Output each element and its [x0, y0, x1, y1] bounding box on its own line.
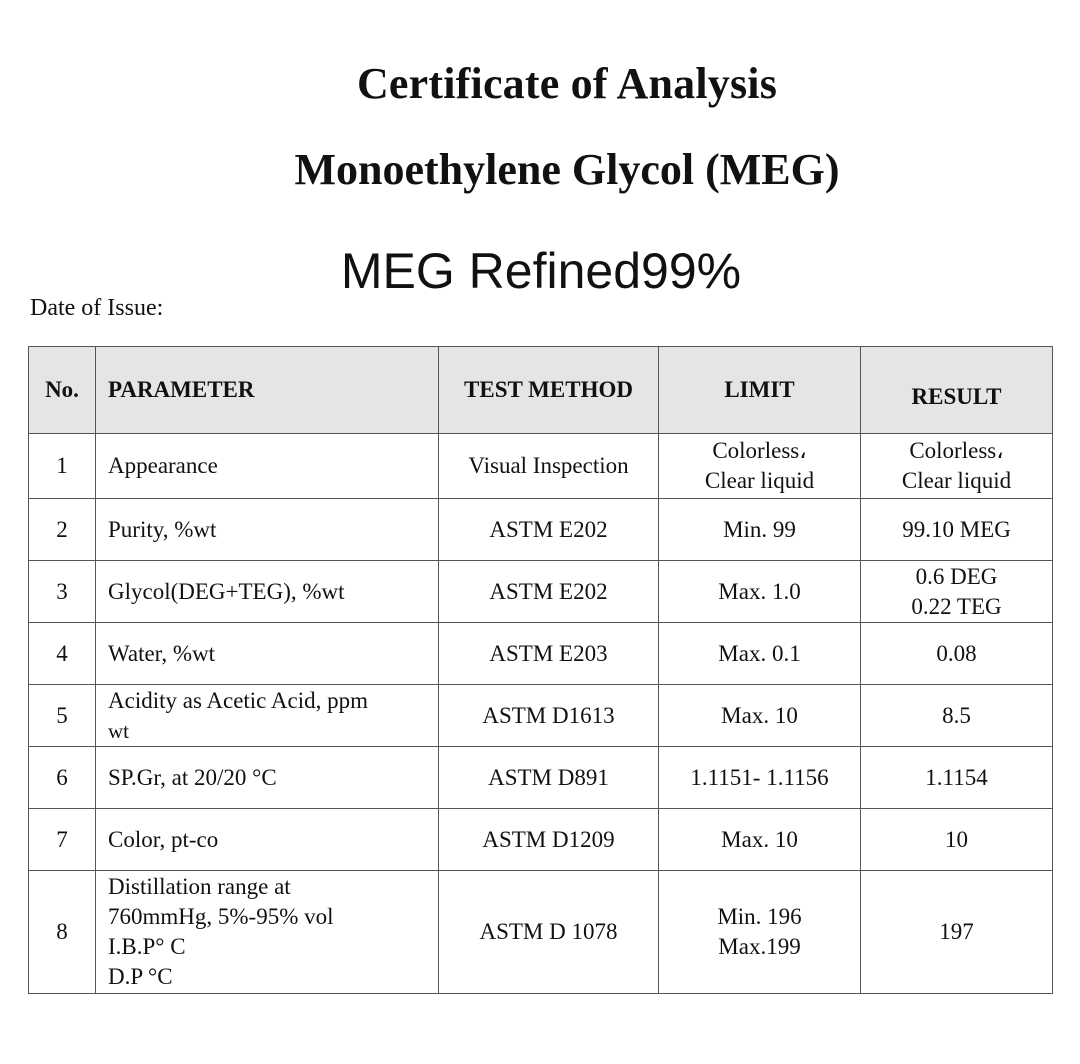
header-limit: LIMIT [659, 347, 861, 434]
row-method: ASTM D1209 [439, 809, 659, 871]
row-limit [659, 871, 861, 994]
result-line: Clear liquid [901, 468, 1012, 493]
header-result: RESULT [861, 347, 1053, 434]
row-no: 6 [29, 747, 96, 809]
result-line: 0.22 TEG [911, 593, 1002, 619]
table-row [29, 561, 1053, 623]
row-parameter: Purity, %wt [96, 499, 439, 561]
row-result: 8.5 [861, 685, 1053, 747]
row-no: 7 [29, 809, 96, 871]
result-line: 0.6 DEG [915, 563, 998, 589]
product-name: Monoethylene Glycol (MEG) [294, 145, 840, 194]
table-row [29, 747, 1053, 809]
header-no: No. [29, 347, 96, 434]
parameter-line: Distillation range at [108, 874, 291, 899]
row-method: ASTM D1613 [439, 685, 659, 747]
row-limit: Max. 1.0 [659, 561, 861, 623]
analysis-table [28, 346, 1053, 994]
row-no: 5 [29, 685, 96, 747]
table-row [29, 685, 1053, 747]
limit-line: Clear liquid [704, 468, 815, 493]
result-line: Colorless، [909, 438, 1004, 463]
row-method: ASTM E202 [439, 561, 659, 623]
row-no: 3 [29, 561, 96, 623]
row-limit [659, 434, 861, 499]
row-parameter [96, 685, 439, 747]
row-limit: 1.1151- 1.1156 [659, 747, 861, 809]
table-row [29, 871, 1053, 994]
row-parameter: Glycol(DEG+TEG), %wt [96, 561, 439, 623]
product-grade: MEG Refined99% [340, 243, 742, 299]
row-parameter [96, 871, 439, 994]
row-method: ASTM E203 [439, 623, 659, 685]
row-method: ASTM E202 [439, 499, 659, 561]
row-result: 197 [861, 871, 1053, 994]
row-no: 8 [29, 871, 96, 994]
limit-line: Max.199 [718, 934, 801, 959]
header-parameter: PARAMETER [96, 347, 439, 434]
row-no: 4 [29, 623, 96, 685]
row-parameter: Appearance [96, 434, 439, 499]
row-method: ASTM D891 [439, 747, 659, 809]
row-result: 0.08 [861, 623, 1053, 685]
parameter-line: wt [108, 718, 129, 743]
row-parameter: SP.Gr, at 20/20 °C [96, 747, 439, 809]
header-test-method: TEST METHOD [439, 347, 659, 434]
row-no: 1 [29, 434, 96, 499]
row-result: 10 [861, 809, 1053, 871]
issue-date-label: Date of Issue: [30, 295, 164, 321]
row-no: 2 [29, 499, 96, 561]
row-limit: Max. 0.1 [659, 623, 861, 685]
row-limit: Max. 10 [659, 685, 861, 747]
row-parameter: Water, %wt [96, 623, 439, 685]
row-method: Visual Inspection [439, 434, 659, 499]
row-limit: Min. 99 [659, 499, 861, 561]
table-row [29, 809, 1053, 871]
table-row [29, 499, 1053, 561]
parameter-line: 760mmHg, 5%-95% vol [108, 904, 334, 929]
document-title: Certificate of Analysis [356, 59, 778, 108]
limit-line: Colorless، [712, 438, 807, 463]
row-result [861, 561, 1053, 623]
row-result: 1.1154 [861, 747, 1053, 809]
row-result [861, 434, 1053, 499]
row-result: 99.10 MEG [861, 499, 1053, 561]
row-limit: Max. 10 [659, 809, 861, 871]
row-method: ASTM D 1078 [439, 871, 659, 994]
row-parameter: Color, pt-co [96, 809, 439, 871]
table-header-row [29, 347, 1053, 434]
parameter-line: I.B.P° C [108, 934, 186, 959]
limit-line: Min. 196 [717, 904, 802, 929]
table-row [29, 434, 1053, 499]
table-row [29, 623, 1053, 685]
parameter-line: D.P °C [108, 964, 173, 989]
parameter-line: Acidity as Acetic Acid, ppm [108, 687, 368, 713]
